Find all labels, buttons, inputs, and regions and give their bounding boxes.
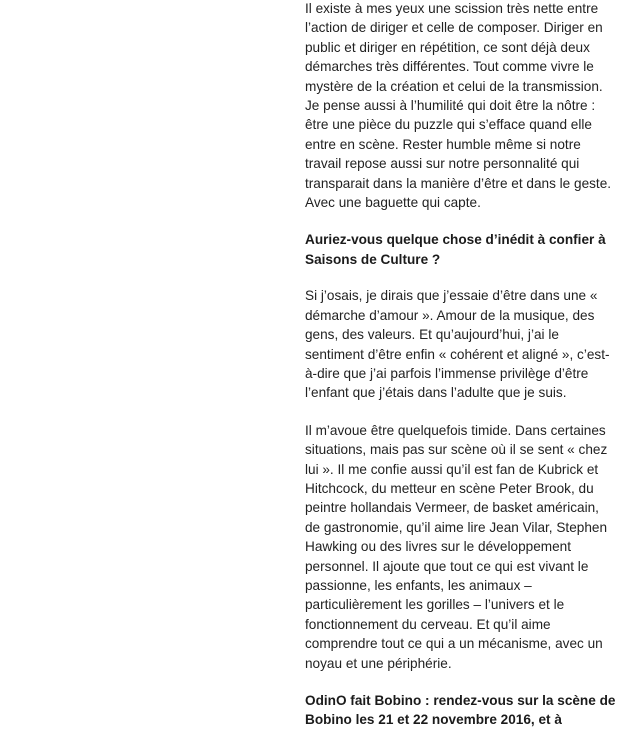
article-body xyxy=(305,0,617,747)
paragraph-timide: Il m’avoue être quelquefois timide. Dans certaines situations, mais pas sur scène où il se sent « chez lui ». Il me confie aussi qu’il est fan de Kubrick et Hitchcock, du metteur en scène Peter Brook, du peintre hollandais Vermeer, de basket américain, de gastronomie, qu’il aime lire Jean Vilar, Stephen Hawking ou des livres sur le développement personnel. Il ajoute que tout ce qui est vivant le passionne, les enfants, les animaux – particulièrement les gorilles – l’univers et le fonctionnement du cerveau. Et qu’il aime comprendre tout ce qui a un mécanisme, avec un noyau et une périphérie. xyxy=(305,422,608,671)
question-inedit: Auriez-vous quelque chose d’inédit à confier à Saisons de Culture ? xyxy=(305,232,606,267)
paragraph-direction-composition: Il existe à mes yeux une scission très nette entre l’action de diriger et celle de composer. Diriger en public et diriger en répétition, ce sont déjà deux démarches très différentes. Tout comme vivre le mystère de la création et celui de la transmission. Je pense aussi à l’humilité qui doit être la nôtre : être une pièce du puzzle qui s’efface quand elle entre en scène. Rester humble même si notre travail repose aussi sur notre personnalité qui transparait dans la manière d’être et dans le geste. Avec une baguette qui capte. xyxy=(305,1,612,211)
heading-bobino: OdinO fait Bobino : rendez-vous sur la scène de Bobino les 21 et 22 novembre 2016, et à xyxy=(305,693,616,728)
paragraph-demarche-amour: Si j’osais, je dirais que j’essaie d’être dans une « démarche d’amour ». Amour de la musique, des gens, des valeurs. Et qu’aujourd’hui, j’ai le sentiment d’être enfin « cohérent et aligné », c’est-à-dire que j’ai parfois l’immense privilège d’être l’enfant que j’étais dans l’adulte que je suis. xyxy=(305,288,610,401)
